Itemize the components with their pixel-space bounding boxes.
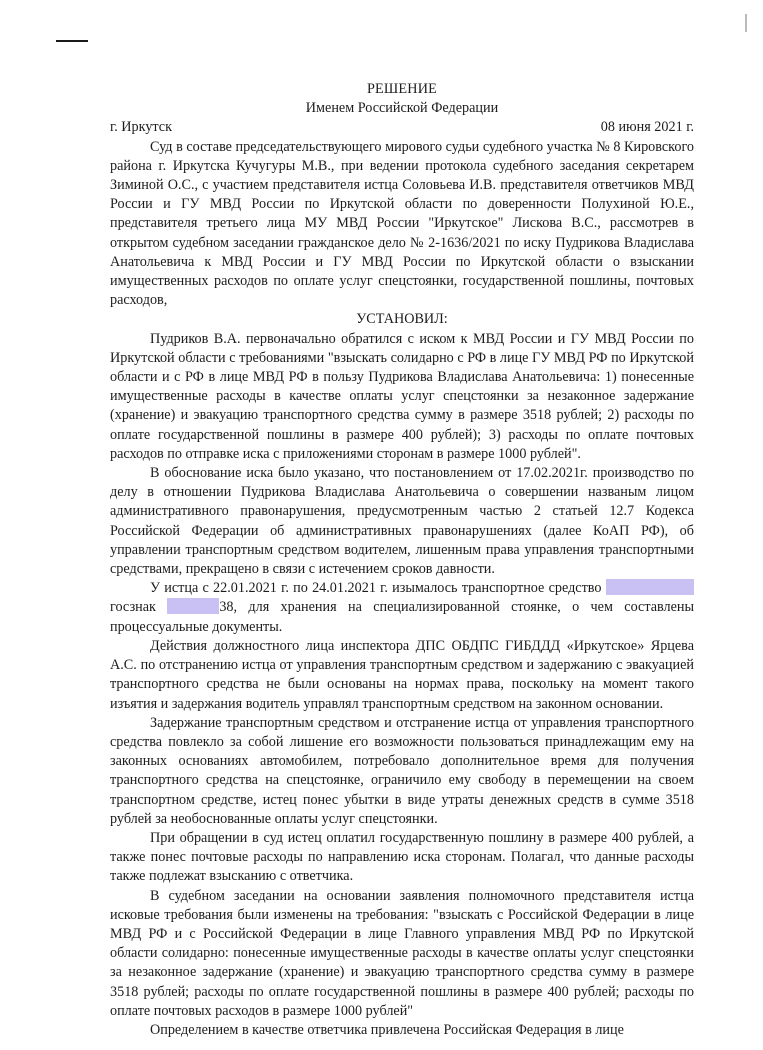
- paragraph: При обращении в суд истец оплатил государственную пошлину в размере 400 рублей, а также понес почтовые расходы по направлению иска сторонам. Полагал, что данные расходы также подлежат взысканию с ответчика.: [110, 829, 694, 885]
- document-subtitle: Именем Российской Федерации: [305, 100, 499, 117]
- scan-mark: [56, 40, 88, 42]
- paragraph: В обоснование иска было указано, что постановлением от 17.02.2021г. производство по делу в отношении Пудрикова Владислава Анатольевича о совершении названым лицом административного правонарушения, предусмотренным частью 2 статьей 12.7 Кодекса Российской Федерации об административных правонарушениях (далее КоАП РФ), об управлении транспортным средством водителем, лишенным права управления транспортными средствами, прекращено в связи с истечением сроков давности.: [110, 465, 694, 578]
- paragraph-vehicle: [110, 579, 694, 637]
- redaction-block: [167, 598, 219, 614]
- paragraph: Пудриков В.А. первоначально обратился с иском к МВД России и ГУ МВД России по Иркутской области с требованиями "взыскать солидарно с РФ в лице ГУ МВД РФ по Иркутской области и с РФ в лице МВД РФ в пользу Пудрикова Владислава Анатольевича: 1) понесенные имущественные расходы в качестве оплаты услуг спецстоянки за незаконное задержание (хранение) и эвакуацию транспортного средства сумму в размере 3518 рублей; 2) расходы по оплате государственной пошлины в размере 400 рублей); 3) расходы по оплате почтовых расходов по отправке иска с приложениями сторонам в размере 1000 рублей".: [110, 330, 694, 462]
- paragraph-text: госзнак: [110, 599, 156, 616]
- redaction-block: [622, 579, 694, 595]
- document-title: РЕШЕНИЕ: [366, 81, 438, 97]
- section-heading: УСТАНОВИЛ:: [356, 311, 448, 328]
- paragraph-text: 38, для хранения на специализированной стоянке, о чем составлены процессуальные документы.: [110, 599, 695, 635]
- paragraph-text: У истца с 22.01.2021 г. по 24.01.2021 г. изымалось транспортное средство: [150, 580, 602, 597]
- paragraph: В судебном заседании на основании заявления полномочного представителя истца исковые требования были изменены на требования: "взыскать с Российской Федерации в лице МВД РФ и с Российской Федерации в лице Главного управления МВД РФ по Иркутской области солидарно: понесенные имущественные расходы в качестве оплаты услуг спецстоянки за незаконное задержание (хранение) и эвакуацию транспортного средства сумму в размере 3518 рублей; расходы по оплате государственной пошлины в размере 400 рублей; расходы по оплате почтовых расходов в размере 1000 рублей": [110, 887, 694, 1019]
- decision-date: 08 июня 2021 г.: [600, 119, 694, 136]
- paragraph: Действия должностного лица инспектора ДПС ОБДПС ГИБДДД «Иркутское» Ярцева А.С. по отстранению истца от управления транспортным средством и задержанию с эвакуацией транспортного средства не были основаны на нормах права, поскольку на момент такого изъятия и задержания водитель управлял транспортным средством на законном основании.: [110, 637, 694, 712]
- paragraph: Определением в качестве ответчика привлечена Российская Федерация в лице: [150, 1021, 624, 1038]
- paragraph: Задержание транспортным средством и отстранение истца от управления транспортного средства повлекло за собой лишение его возможности пользоваться принадлежащим ему на законных основаниях автомобилем, потребовало дополнительное время для получения транспортного средства на спецстоянке, ограничило ему свободу в перемещении на своем транспортном средстве, истец понес убытки в виде утраты денежных средств в сумме 3518 рублей за необоснованные оплаты услуг спецстоянки.: [110, 714, 694, 827]
- document-page: [110, 80, 694, 1040]
- scan-mark: [745, 14, 747, 32]
- dateline: [110, 118, 694, 137]
- intro-paragraph: Суд в составе председательствующего мирового судьи судебного участка № 8 Кировского района г. Иркутска Кучугуры М.В., при ведении протокола судебного заседания секретарем Зиминой О.С., с участием представителя истца Соловьева И.В. представителя ответчиков МВД России и ГУ МВД России по Иркутской области по доверенности Полухиной Ю.Е., представителя третьего лица МУ МВД России "Иркутское" Лискова В.С., рассмотрев в открытом судебном заседании гражданское дело № 2-1636/2021 по иску Пудрикова Владислава Анатольевича к МВД России и ГУ МВД России по Иркутской области о взыскании имущественных расходов по оплате услуг спецстоянки, государственной пошлины, почтовых расходов,: [110, 138, 694, 309]
- city: г. Иркутск: [110, 119, 172, 136]
